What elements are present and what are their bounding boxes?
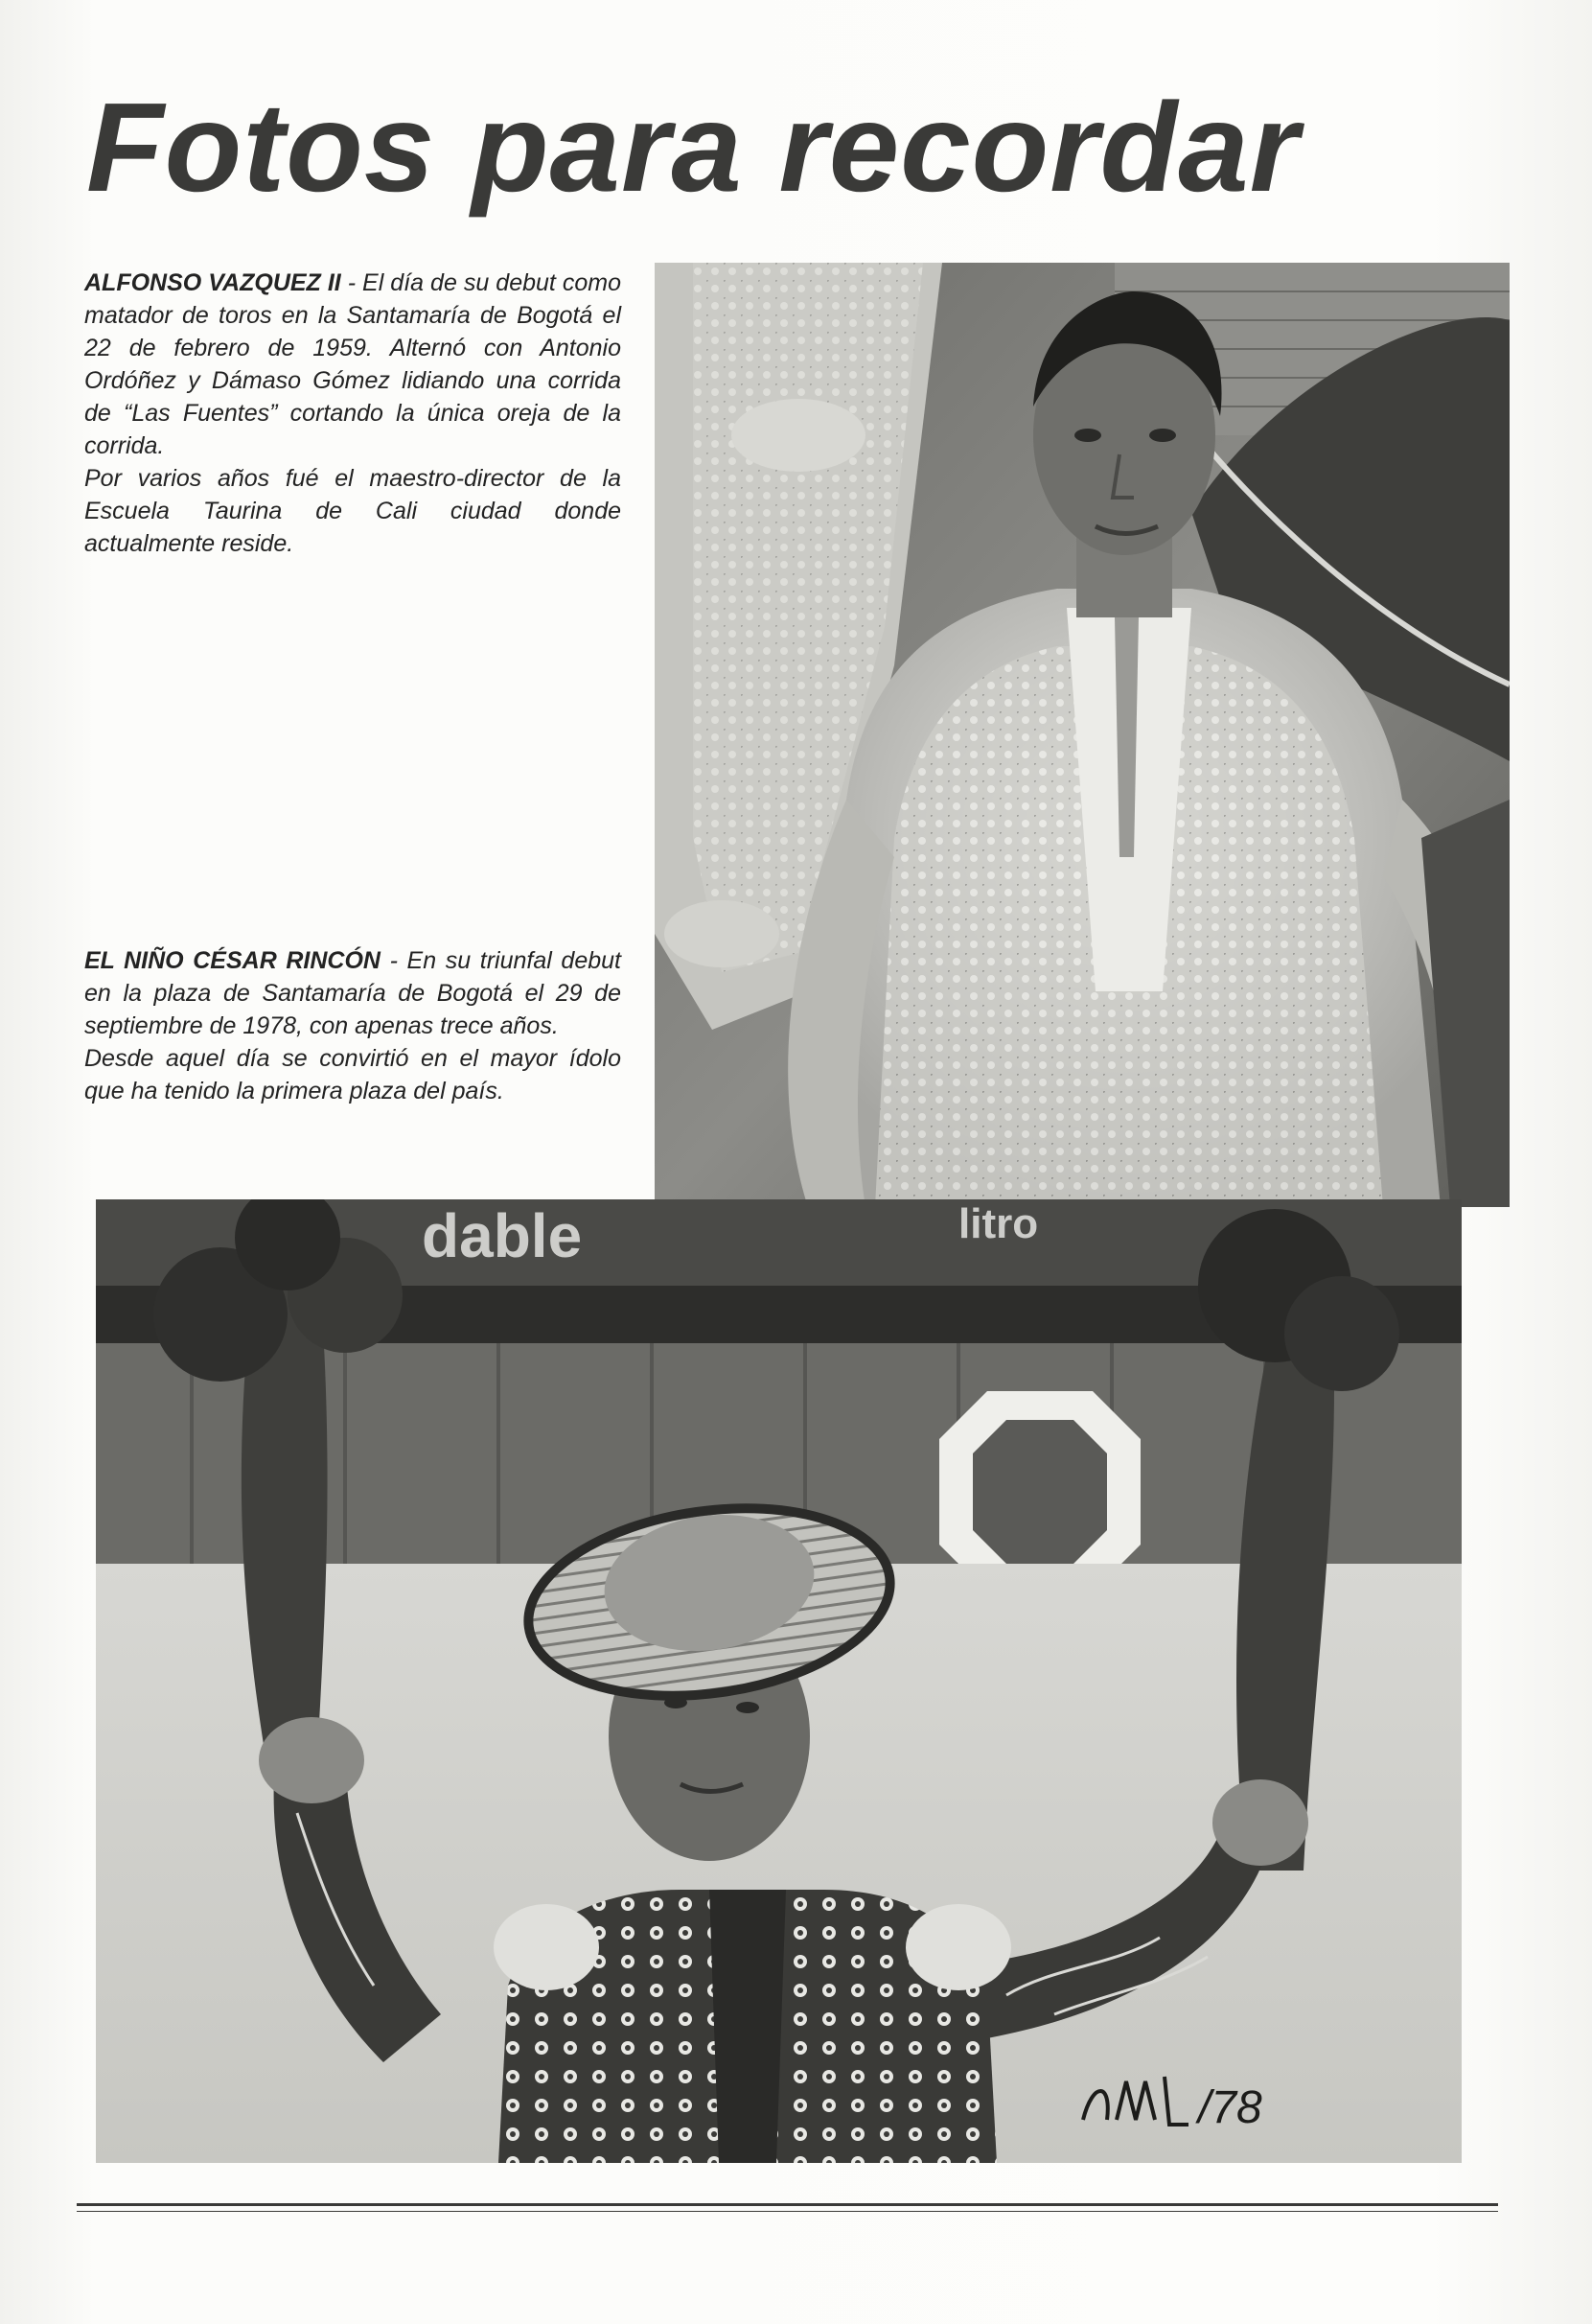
caption-text: - El día de su debut como matador de toros en la Santamaría de Bogotá el 22 de febrero de 1959. Alternó con Antonio Ordóñez y Dámaso Gómez lidiando una corrida de “Las Fuentes” cortando la única oreja de la corrida. <box>84 269 621 459</box>
page-title: Fotos para recordar <box>86 77 1301 218</box>
signature-year: /78 <box>1198 2082 1262 2133</box>
matador-portrait-image <box>655 263 1510 1207</box>
caption-name: EL NIÑO CÉSAR RINCÓN <box>84 947 381 974</box>
banner-text-2: litro <box>958 1200 1039 1247</box>
caption-text: - En su triunfal debut en la plaza de Santamaría de Bogotá el 29 de septiembre de 1978, con apenas trece años. <box>84 947 621 1039</box>
banner-text: dable <box>422 1201 583 1270</box>
footer-rule <box>77 2203 1498 2206</box>
caption-cesar-rincon <box>84 944 621 1107</box>
photo-boy-torero <box>96 1199 1462 2163</box>
caption-text-continued: Por varios años fué el maestro-director de la Escuela Taurina de Cali ciudad donde actualmente reside. <box>84 465 621 557</box>
boy-torero-image <box>96 1199 1462 2163</box>
caption-text-continued: Desde aquel día se convirtió en el mayor ídolo que ha tenido la primera plaza del país. <box>84 1045 621 1104</box>
caption-name: ALFONSO VAZQUEZ II <box>84 269 341 296</box>
photo-matador-portrait <box>655 263 1510 1207</box>
footer-rule-thin <box>77 2211 1498 2212</box>
caption-alfonso-vazquez <box>84 267 621 560</box>
